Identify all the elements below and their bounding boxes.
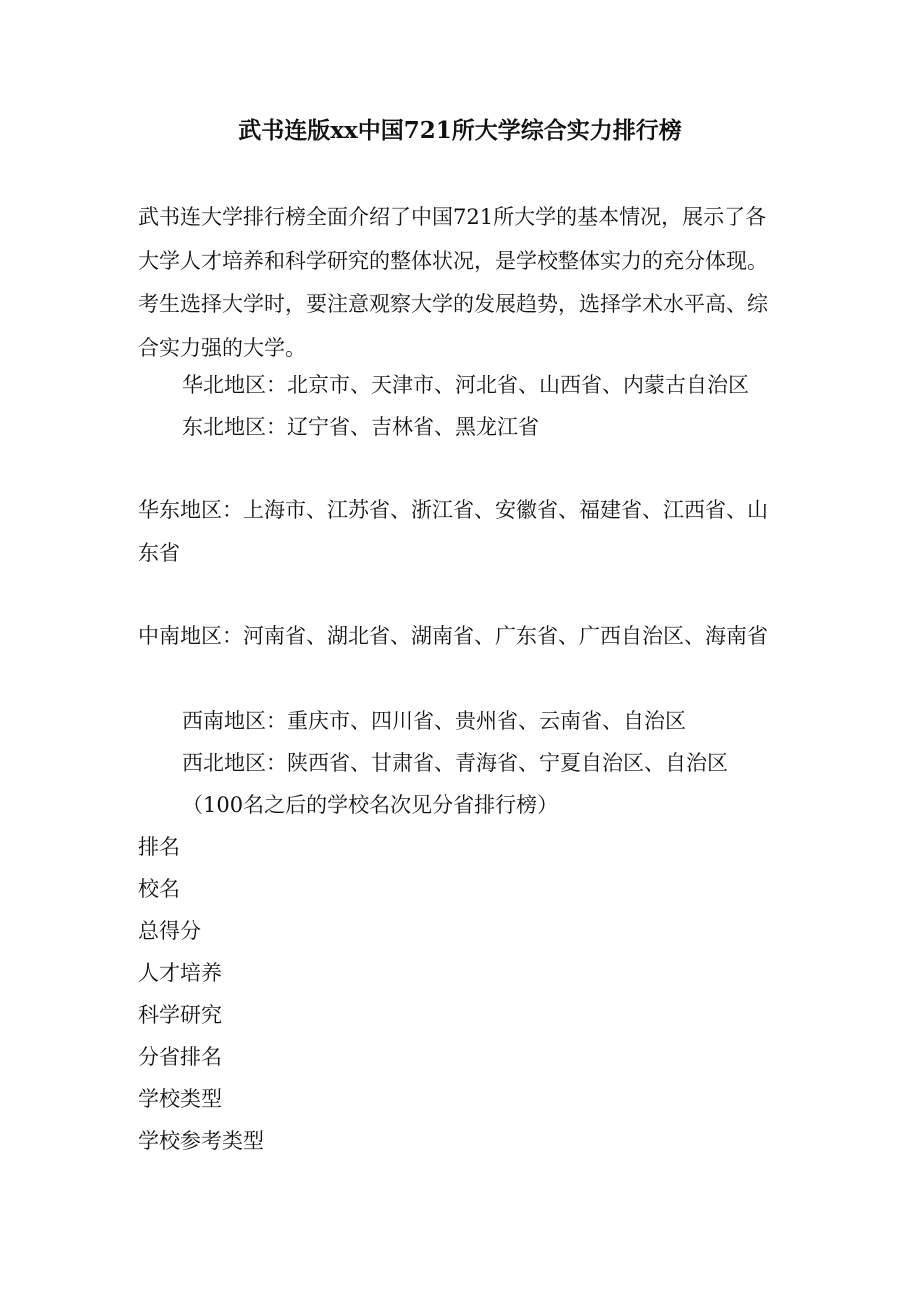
document-title: 武书连版xx中国721所大学综合实力排行榜: [238, 117, 682, 144]
region-zhongnan: 中南地区：河南省、湖北省、湖南省、广东省、广西自治区、海南省: [138, 624, 768, 648]
ranking-note: （100名之后的学校名次见分省排行榜）: [182, 793, 559, 817]
column-header-school-type: 学校类型: [138, 1087, 222, 1111]
region-xibei: 西北地区：陕西省、甘肃省、青海省、宁夏自治区、自治区: [182, 751, 728, 775]
column-header-talent-training: 人才培养: [138, 961, 222, 985]
intro-paragraph: 武书连大学排行榜全面介绍了中国721所大学的基本情况，展示了各大学人才培养和科学研究的整体状况，是学校整体实力的充分体现。考生选择大学时，要注意观察大学的发展趋势，选择学术水平高、综合实力强的大学。: [138, 205, 768, 360]
column-header-scientific-research: 科学研究: [138, 1003, 222, 1027]
region-huadong: 华东地区：上海市、江苏省、浙江省、安徽省、福建省、江西省、山东省: [138, 498, 768, 565]
column-header-total-score: 总得分: [138, 919, 201, 943]
region-xinan: 西南地区：重庆市、四川省、贵州省、云南省、自治区: [182, 709, 686, 733]
region-dongbei: 东北地区：辽宁省、吉林省、黑龙江省: [182, 415, 539, 439]
column-header-province-rank: 分省排名: [138, 1045, 222, 1069]
column-header-rank: 排名: [138, 835, 180, 859]
column-header-school-name: 校名: [138, 877, 180, 901]
region-huabei: 华北地区：北京市、天津市、河北省、山西省、内蒙古自治区: [182, 373, 749, 397]
column-header-reference-type: 学校参考类型: [138, 1129, 264, 1153]
